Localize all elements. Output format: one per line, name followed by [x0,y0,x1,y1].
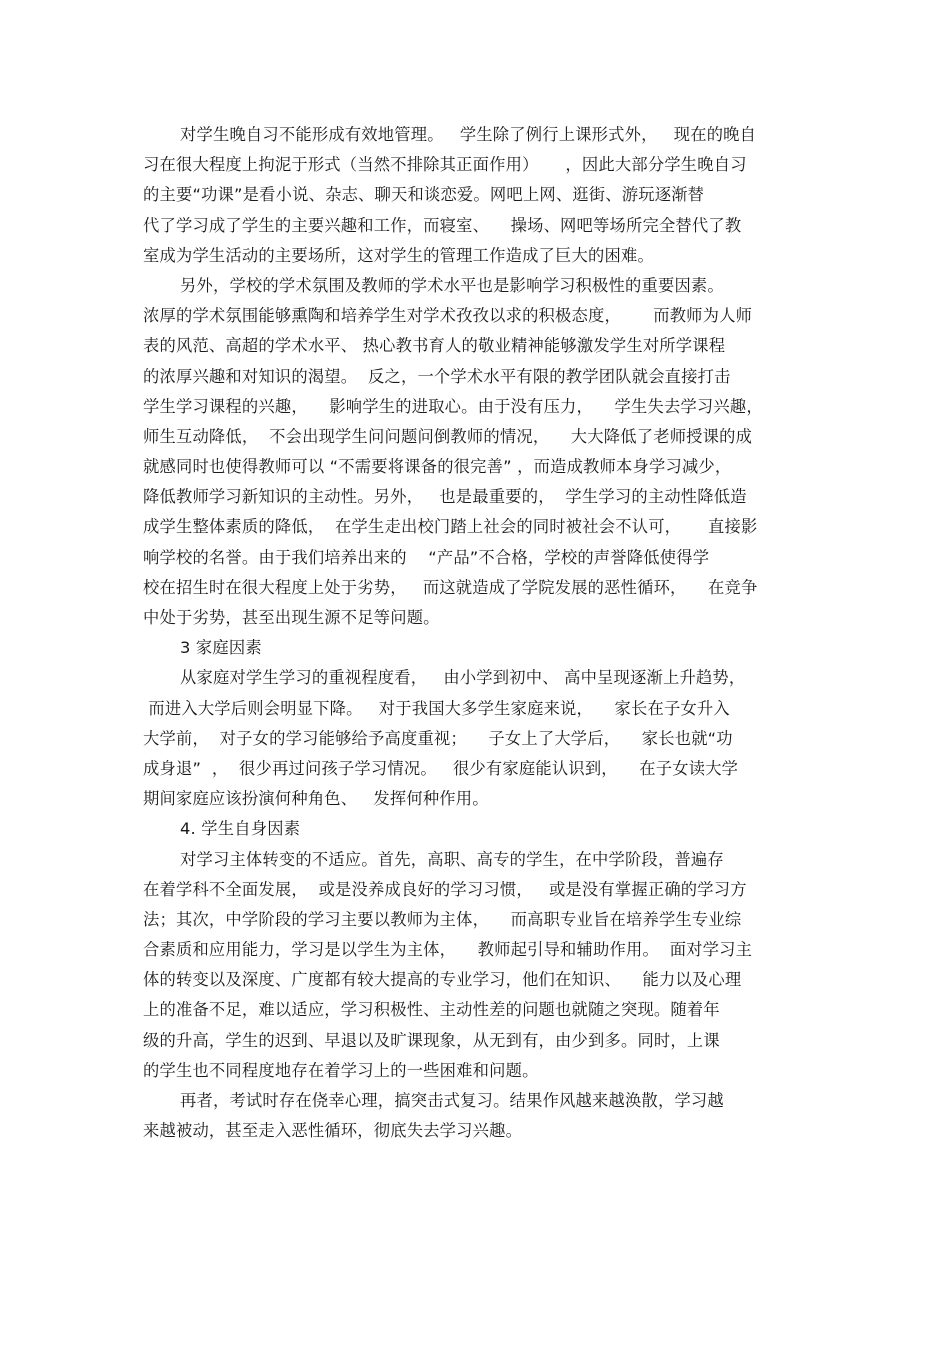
text-line: 的学生也不同程度地存在着学习上的一些困难和问题。 [143,1060,539,1080]
text-line: 习在很大程度上拘泥于形式（当然不排除其正面作用） ，因此大部分学生晚自习 [143,155,747,175]
text-line: 而进入大学后则会明显下降。 对于我国大多学生家庭来说， 家长在子女升入 [143,698,730,718]
text-line: 从家庭对学生学习的重视程度看， 由小学到初中、 高中呈现逐渐上升趋势， [180,668,746,688]
document-page [143,120,808,1146]
text-line: 的主要“功课”是看小说、杂志、聊天和谈恋爱。网吧上网、逛街、游玩逐渐替 [143,185,705,205]
text-line: 另外，学校的学术氛围及教师的学术水平也是影响学习积极性的重要因素。 [180,275,724,295]
text-line: 对学生晚自习不能形成有效地管理。 学生除了例行上课形式外， 现在的晚自 [180,125,757,144]
text-line: 成学生整体素质的降低， 在学生走出校门踏上社会的同时被社会不认可， 直接影 [143,517,758,537]
text-line: 的浓厚兴趣和对知识的渴望。 反之，一个学术水平有限的教学团队就会直接打击 [143,366,731,386]
text-line: 对学习主体转变的不适应。首先，高职、高专的学生，在中学阶段，普遍存 [180,849,724,869]
text-line: 中处于劣势，甚至出现生源不足等问题。 [143,608,440,627]
text-line: 再者，考试时存在侥幸心理，搞突击式复习。结果作风越来越涣散，学习越 [180,1091,724,1110]
text-line: 表的风范、高超的学术水平、 热心教书育人的敬业精神能够激发学生对所学课程 [143,336,726,356]
text-line: 降低教师学习新知识的主动性。另外， 也是最重要的， 学生学习的主动性降低造 [143,487,747,507]
text-line: 校在招生时在很大程度上处于劣势， 而这就造成了学院发展的恶性循环， 在竞争 [143,577,758,597]
text-line: 法；其次，中学阶段的学习主要以教师为主体， 而高职专业旨在培养学生专业综 [143,909,742,929]
text-line: 期间家庭应该扮演何种角色、 发挥何种作用。 [143,789,489,809]
text-line: 体的转变以及深度、广度都有较大提高的专业学习，他们在知识、 能力以及心理 [143,970,742,990]
text-line: 在着学科不全面发展， 或是没养成良好的学习习惯， 或是没有掌握正确的学习方 [143,879,747,899]
text-line: 代了学习成了学生的主要兴趣和工作，而寝室、 操场、网吧等场所完全替代了教 [143,215,742,235]
text-line: 师生互动降低， 不会出现学生问问题问倒教师的情况， 大大降低了老师授课的成 [143,426,753,446]
text-line: 大学前， 对子女的学习能够给予高度重视； 子女上了大学后， 家长也就“功 [143,728,733,748]
text-line: 成身退” ， 很少再过问孩子学习情况。 很少有家庭能认识到， 在子女读大学 [143,758,739,778]
text-line: 来越被动，甚至走入恶性循环，彻底失去学习兴趣。 [143,1121,523,1141]
text-line: 浓厚的学术氛围能够熏陶和培养学生对学术孜孜以求的积极态度， 而教师为人师 [143,306,753,326]
text-line: 级的升高，学生的迟到、早退以及旷课现象，从无到有，由少到多。同时，上课 [143,1030,720,1050]
text-line: 合素质和应用能力，学习是以学生为主体， 教师起引导和辅助作用。 面对学习主 [143,940,753,960]
text-line: 学生学习课程的兴趣， 影响学生的进取心。由于没有压力， 学生失去学习兴趣， [143,396,763,416]
text-line: 3 家庭因素 [180,638,262,658]
text-line: 4. 学生自身因素 [180,819,301,839]
text-line: 室成为学生活动的主要场所，这对学生的管理工作造成了巨大的困难。 [143,245,654,265]
text-line: 上的准备不足，难以适应，学习积极性、主动性差的问题也就随之突现。随着年 [143,1000,720,1020]
text-line: 响学校的名誉。由于我们培养出来的 “产品”不合格，学校的声誉降低使得学 [143,547,710,567]
text-line: 就感同时也使得教师可以 “不需要将课备的很完善” ，而造成教师本身学习减少， [143,457,732,477]
